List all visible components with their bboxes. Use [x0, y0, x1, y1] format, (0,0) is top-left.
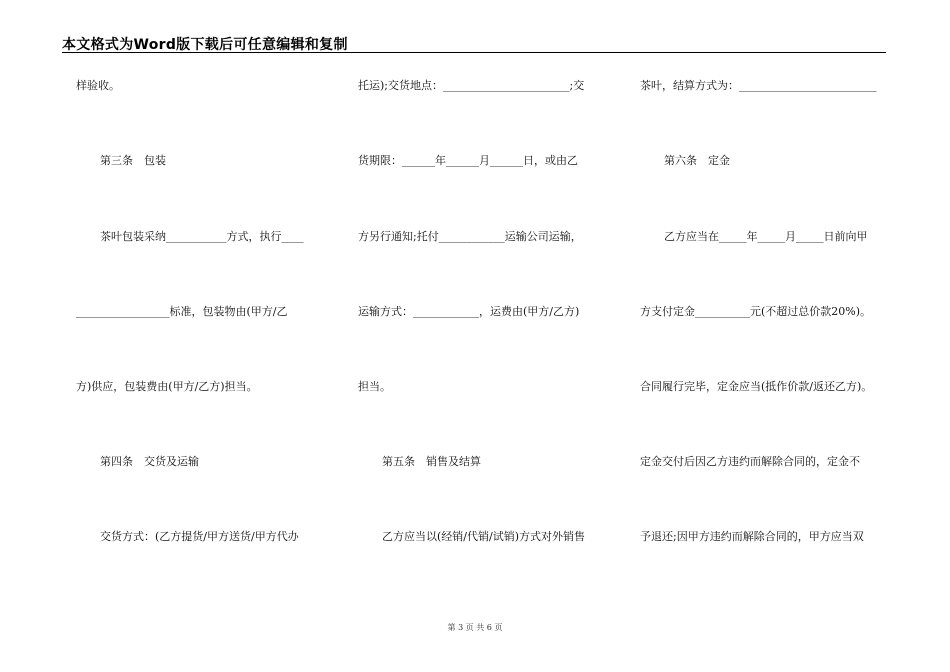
text-column-2 — [358, 0, 623, 672]
text-line: 乙方应当以(经销/代销/试销)方式对外销售 — [382, 530, 585, 543]
text-line: 托运);交货地点：_______________________;交 — [358, 79, 585, 92]
text-line: 样验收。 — [76, 79, 120, 92]
text-line: 乙方应当在_____年_____月_____日前向甲 — [664, 230, 868, 243]
section-heading: 第四条 交货及运输 — [100, 455, 199, 468]
text-line: _________________标准，包装物由(甲方/乙 — [76, 305, 288, 318]
page-number: 第 3 页 共 6 页 — [447, 623, 503, 632]
text-line: 茶叶包装采纳___________方式，执行____ — [100, 230, 304, 243]
section-heading: 第五条 销售及结算 — [382, 455, 481, 468]
section-heading: 第六条 定金 — [664, 154, 730, 167]
text-line: 交货方式：(乙方提货/甲方送货/甲方代办 — [100, 530, 299, 543]
section-heading: 第三条 包装 — [100, 154, 166, 167]
text-line: 予退还;因甲方违约而解除合同的，甲方应当双 — [640, 530, 864, 543]
text-line: 方另行通知;托付____________运输公司运输， — [358, 230, 582, 243]
text-column-1 — [76, 0, 341, 672]
text-line: 方支付定金__________元(不超过总价款20%)。 — [640, 305, 872, 318]
text-line: 担当。 — [358, 380, 391, 393]
text-line: 合同履行完毕，定金应当(抵作价款/返还乙方)。 — [640, 380, 873, 393]
text-line: 茶叶，结算方式为：_________________________ — [640, 79, 877, 92]
text-line: 定金交付后因乙方违约而解除合同的，定金不 — [640, 455, 860, 468]
text-line: 货期限：______年______月______日，或由乙 — [358, 154, 578, 167]
text-line: 运输方式：____________，运费由(甲方/乙方) — [358, 305, 580, 318]
text-line: 方)供应，包装费由(甲方/乙方)担当。 — [76, 380, 258, 393]
text-column-3 — [640, 0, 905, 672]
document-header-title: 本文格式为Word版下载后可任意编辑和复制 — [62, 37, 348, 53]
